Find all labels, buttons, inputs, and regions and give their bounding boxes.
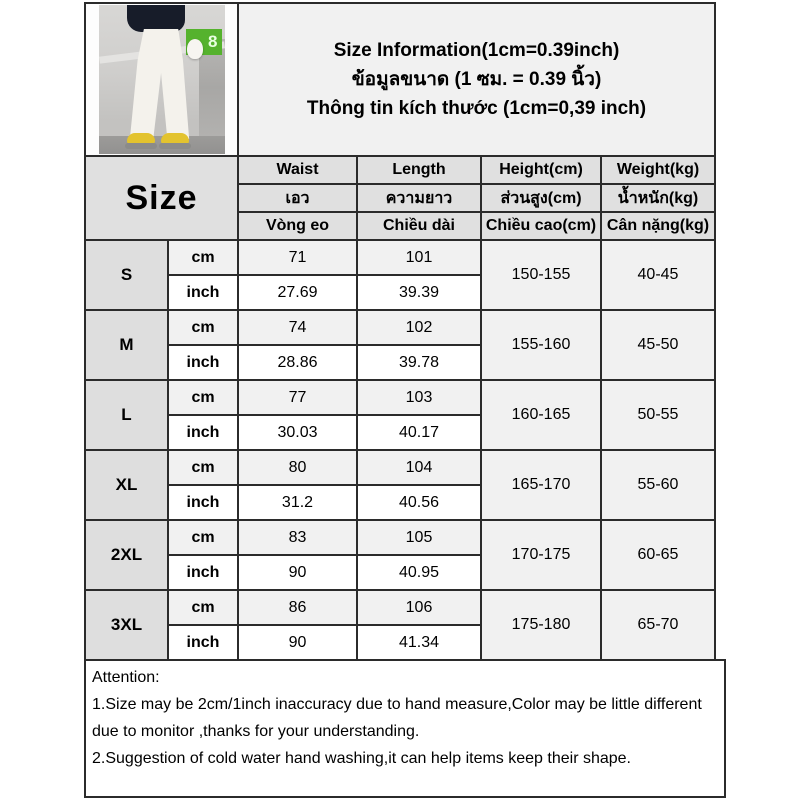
- length-cm-value: 103: [357, 380, 481, 415]
- waist-inch-value: 90: [238, 555, 357, 590]
- weight-range-value: 55-60: [601, 450, 715, 520]
- size-row-3xl-cm: [85, 590, 715, 625]
- height-range-value: 160-165: [481, 380, 601, 450]
- unit-cm-label: cm: [168, 380, 238, 415]
- unit-inch-label: inch: [168, 555, 238, 590]
- weight-range-value: 40-45: [601, 240, 715, 310]
- waist-cm-value: 77: [238, 380, 357, 415]
- col-header-weight-th: น้ำหนัก(kg): [601, 184, 715, 212]
- size-row-m-cm: [85, 310, 715, 345]
- unit-cm-label: cm: [168, 590, 238, 625]
- size-row-xl-cm: [85, 450, 715, 485]
- waist-inch-value: 31.2: [238, 485, 357, 520]
- length-inch-value: 40.95: [357, 555, 481, 590]
- title-row: [85, 3, 715, 156]
- photo-green-box: 8: [186, 29, 222, 55]
- size-table-body: [85, 240, 715, 660]
- attention-box: [84, 659, 726, 798]
- length-cm-value: 106: [357, 590, 481, 625]
- col-header-height-vi: Chiều cao(cm): [481, 212, 601, 240]
- col-header-length-th: ความยาว: [357, 184, 481, 212]
- title-english: Size Information(1cm=0.39inch): [333, 40, 620, 61]
- size-row-l-cm: [85, 380, 715, 415]
- weight-range-value: 45-50: [601, 310, 715, 380]
- unit-cm-label: cm: [168, 310, 238, 345]
- photo-pouch-shape: [187, 39, 203, 59]
- size-row-2xl-cm: [85, 520, 715, 555]
- product-photo-cell: [85, 3, 238, 156]
- size-row-s-cm: [85, 240, 715, 275]
- waist-cm-value: 71: [238, 240, 357, 275]
- length-cm-value: 101: [357, 240, 481, 275]
- col-header-waist-th: เอว: [238, 184, 357, 212]
- waist-inch-value: 30.03: [238, 415, 357, 450]
- size-label-3xl: 3XL: [85, 590, 168, 660]
- size-label-m: M: [85, 310, 168, 380]
- attention-heading: Attention:: [92, 669, 160, 686]
- col-header-waist-en: Waist: [238, 156, 357, 184]
- length-inch-value: 41.34: [357, 625, 481, 660]
- unit-cm-label: cm: [168, 520, 238, 555]
- waist-cm-value: 83: [238, 520, 357, 555]
- length-inch-value: 39.78: [357, 345, 481, 380]
- title-vietnamese: Thông tin kích thước (1cm=0,39 inch): [306, 98, 647, 119]
- waist-inch-value: 28.86: [238, 345, 357, 380]
- length-inch-value: 40.56: [357, 485, 481, 520]
- height-range-value: 165-170: [481, 450, 601, 520]
- photo-hoodie-shape: [127, 5, 185, 32]
- weight-range-value: 60-65: [601, 520, 715, 590]
- height-range-value: 170-175: [481, 520, 601, 590]
- col-header-height-th: ส่วนสูง(cm): [481, 184, 601, 212]
- col-header-length-en: Length: [357, 156, 481, 184]
- height-range-value: 155-160: [481, 310, 601, 380]
- size-table: [84, 2, 716, 661]
- unit-inch-label: inch: [168, 485, 238, 520]
- col-header-length-vi: Chiều dài: [357, 212, 481, 240]
- waist-inch-value: 90: [238, 625, 357, 660]
- size-label-s: S: [85, 240, 168, 310]
- col-header-height-en: Height(cm): [481, 156, 601, 184]
- size-chart: [84, 2, 714, 798]
- weight-range-value: 65-70: [601, 590, 715, 660]
- size-label-xl: XL: [85, 450, 168, 520]
- size-header-label: Size: [85, 156, 238, 240]
- height-range-value: 150-155: [481, 240, 601, 310]
- photo-right-shoe-shape: [161, 133, 189, 145]
- attention-note-2: 2.Suggestion of cold water hand washing,it can help items keep their shape.: [92, 750, 631, 767]
- col-header-weight-vi: Cân nặng(kg): [601, 212, 715, 240]
- unit-inch-label: inch: [168, 275, 238, 310]
- weight-range-value: 50-55: [601, 380, 715, 450]
- col-header-waist-vi: Vòng eo: [238, 212, 357, 240]
- length-cm-value: 102: [357, 310, 481, 345]
- photo-left-shoe-shape: [127, 133, 155, 145]
- unit-inch-label: inch: [168, 625, 238, 660]
- waist-inch-value: 27.69: [238, 275, 357, 310]
- title-cell: [238, 3, 715, 156]
- size-label-l: L: [85, 380, 168, 450]
- product-photo: [99, 5, 225, 154]
- unit-cm-label: cm: [168, 240, 238, 275]
- size-label-2xl: 2XL: [85, 520, 168, 590]
- waist-cm-value: 86: [238, 590, 357, 625]
- title-thai: ข้อมูลขนาด (1 ซม. = 0.39 นิ้ว): [351, 69, 602, 90]
- waist-cm-value: 80: [238, 450, 357, 485]
- length-cm-value: 105: [357, 520, 481, 555]
- unit-inch-label: inch: [168, 345, 238, 380]
- header-row-english: [85, 156, 715, 184]
- unit-cm-label: cm: [168, 450, 238, 485]
- length-inch-value: 40.17: [357, 415, 481, 450]
- length-inch-value: 39.39: [357, 275, 481, 310]
- height-range-value: 175-180: [481, 590, 601, 660]
- unit-inch-label: inch: [168, 415, 238, 450]
- col-header-weight-en: Weight(kg): [601, 156, 715, 184]
- waist-cm-value: 74: [238, 310, 357, 345]
- length-cm-value: 104: [357, 450, 481, 485]
- attention-note-1: 1.Size may be 2cm/1inch inaccuracy due to hand measure,Color may be little different due to monitor ,thanks for your understanding.: [92, 696, 702, 740]
